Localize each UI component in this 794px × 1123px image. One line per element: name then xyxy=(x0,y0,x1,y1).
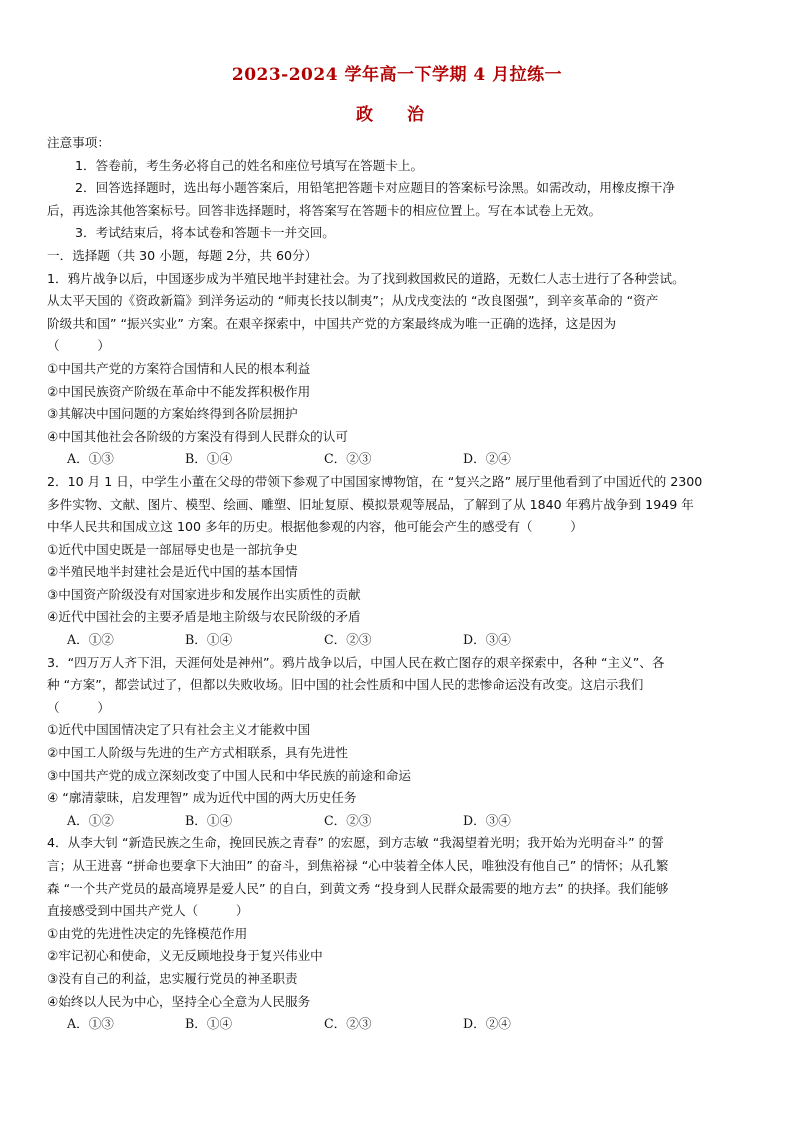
question-statement: ①近代中国国情决定了只有社会主义才能救中国 xyxy=(47,722,311,738)
question-stem-line: （ ） xyxy=(47,338,110,354)
question-statement: ③中国共产党的成立深刻改变了中国人民和中华民族的前途和命运 xyxy=(47,767,411,783)
option-b[interactable]: B．①④ xyxy=(185,451,233,467)
option-b[interactable]: B．①④ xyxy=(185,1016,233,1032)
option-a[interactable]: A．①③ xyxy=(67,1016,114,1032)
question-3 xyxy=(47,652,769,833)
notice-item: 后，再选涂其他答案标号。回答非选择题时，将答案写在答题卡的相应位置上。写在本试卷上无效。 xyxy=(47,202,602,218)
question-1 xyxy=(47,268,769,471)
question-statement: ①中国共产党的方案符合国情和人民的根本利益 xyxy=(47,360,311,376)
question-statement: ④近代中国社会的主要矛盾是地主阶级与农民阶级的矛盾 xyxy=(47,609,361,625)
answer-options xyxy=(47,1013,769,1036)
notice-item: 1．答卷前，考生务必将自己的姓名和座位号填写在答题卡上。 xyxy=(75,157,424,173)
option-d[interactable]: D．②④ xyxy=(463,451,511,467)
question-statement: ④中国其他社会各阶级的方案没有得到人民群众的认可 xyxy=(47,428,348,444)
notice-item: 2．回答选择题时，选出每小题答案后，用铅笔把答题卡对应题目的答案标号涂黑。如需改动，用橡皮擦干净 xyxy=(75,180,675,196)
question-4 xyxy=(47,832,769,1035)
section-heading: 一．选择题（共 30 小题，每题 2分，共 60分） xyxy=(47,247,318,263)
question-stem-line: 阶级共和国” “振兴实业” 方案。在艰辛探索中，中国共产党的方案最终成为唯一正确的选择，这是因为 xyxy=(47,315,617,331)
question-2 xyxy=(47,471,769,652)
option-a[interactable]: A．①② xyxy=(67,632,114,648)
question-statement: ③没有自己的利益，忠实履行党员的神圣职责 xyxy=(47,970,298,986)
question-statement: ②中国工人阶级与先进的生产方式相联系，具有先进性 xyxy=(47,745,348,761)
exam-title: 2023-2024 学年高一下学期 4 月拉练一 xyxy=(231,65,563,85)
question-statement: ④始终以人民为中心，坚持全心全意为人民服务 xyxy=(47,993,311,1009)
option-d[interactable]: D．③④ xyxy=(463,812,511,828)
notice-item: 3．考试结束后，将本试卷和答题卡一并交回。 xyxy=(75,225,335,241)
option-c[interactable]: C．②③ xyxy=(324,1016,372,1032)
option-d[interactable]: D．③④ xyxy=(463,632,511,648)
question-statement: ①近代中国史既是一部屈辱史也是一部抗争史 xyxy=(47,541,298,557)
question-stem-line: 种 “方案”，都尝试过了，但都以失败收场。旧中国的社会性质和中国人民的悲惨命运没有改变。这启示我们 xyxy=(47,677,644,693)
question-stem-line: 多件实物、文献、图片、模型、绘画、雕塑、旧址复原、模拟景观等展品，了解到了从 1840 年鸦片战争到 1949 年 xyxy=(47,496,694,512)
exam-subject: 政 治 xyxy=(356,105,438,125)
answer-options xyxy=(47,448,769,471)
notice-heading: 注意事项： xyxy=(47,135,110,150)
question-stem-line: 2．10 月 1 日，中学生小董在父母的带领下参观了中国国家博物馆，在 “复兴之路” 展厅里他看到了中国近代的 2300 xyxy=(47,473,703,489)
question-statement: ②牢记初心和使命，义无反顾地投身于复兴伟业中 xyxy=(47,948,323,964)
option-b[interactable]: B．①④ xyxy=(185,812,233,828)
question-stem-line: 言；从王进喜 “拼命也要拿下大油田” 的奋斗，到焦裕禄 “心中装着全体人民，唯独没有他自己” 的情怀；从孔繁 xyxy=(47,858,669,873)
question-statement: ③其解决中国问题的方案始终得到各阶层拥护 xyxy=(47,406,298,422)
question-statement: ④ “廓清蒙昧，启发理智” 成为近代中国的两大历史任务 xyxy=(47,790,357,806)
option-a[interactable]: A．①③ xyxy=(67,451,114,467)
exam-content xyxy=(47,132,769,1036)
question-stem-line: （ ） xyxy=(47,699,110,715)
question-stem-line: 4．从李大钊 “新造民族之生命，挽回民族之青春” 的宏愿，到方志敏 “我渴望着光明；我开始为光明奋斗” 的誓 xyxy=(47,835,664,851)
answer-options xyxy=(47,810,769,833)
option-b[interactable]: B．①④ xyxy=(185,632,233,648)
question-statement: ①由党的先进性决定的先锋模范作用 xyxy=(47,925,248,941)
question-statement: ②半殖民地半封建社会是近代中国的基本国情 xyxy=(47,564,298,580)
option-d[interactable]: D．②④ xyxy=(463,1016,511,1032)
question-stem-line: 从太平天国的《资政新篇》到洋务运动的 “师夷长技以制夷”；从戊戌变法的 “改良图强”，到辛亥革命的 “资产 xyxy=(47,293,659,309)
option-a[interactable]: A．①② xyxy=(67,812,114,828)
answer-options xyxy=(47,629,769,652)
question-stem-line: 森 “一个共产党员的最高境界是爱人民” 的自白，到黄文秀 “投身到人民群众最需要的地方去” 的抉择。我们能够 xyxy=(47,880,669,896)
question-stem-line: 直接感受到中国共产党人（ ） xyxy=(47,903,249,919)
option-c[interactable]: C．②③ xyxy=(324,812,372,828)
question-statement: ③中国资产阶级没有对国家进步和发展作出实质性的贡献 xyxy=(47,586,361,602)
question-stem-line: 1．鸦片战争以后，中国逐步成为半殖民地半封建社会。为了找到救国救民的道路，无数仁人志士进行了各种尝试。 xyxy=(47,270,685,286)
option-c[interactable]: C．②③ xyxy=(324,632,372,648)
question-statement: ②中国民族资产阶级在革命中不能发挥积极作用 xyxy=(47,383,311,399)
question-stem-line: 中华人民共和国成立这 100 多年的历史。根据他参观的内容，他可能会产生的感受有（ ） xyxy=(47,519,583,535)
option-c[interactable]: C．②③ xyxy=(324,451,372,467)
question-stem-line: 3．“四万万人齐下泪，天涯何处是神州”。鸦片战争以后，中国人民在救亡图存的艰辛探索中，各种 “主义”、各 xyxy=(47,654,665,670)
